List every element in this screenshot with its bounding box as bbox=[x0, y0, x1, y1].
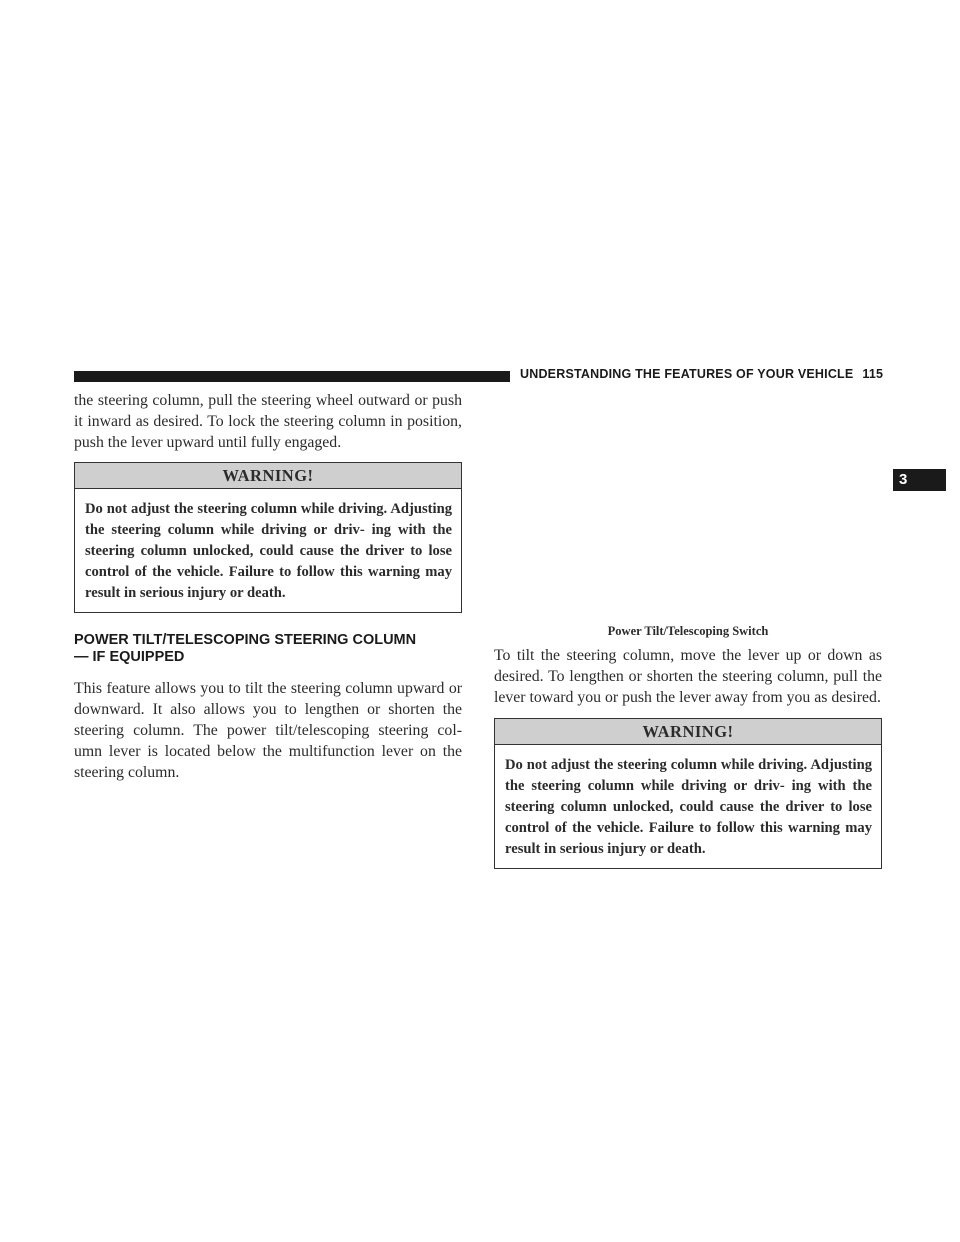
warning-text-2: Do not adjust the steering column while driving. Adjusting the steering column while driving or driv- ing with the steering column unlocked, could cause the driver to lose control of the vehicle. Failure to follow this warning may result in serious injury or death. bbox=[505, 757, 872, 857]
right-column bbox=[494, 645, 882, 869]
left-column bbox=[74, 390, 462, 783]
page-number: 115 bbox=[862, 367, 884, 381]
figure-caption: Power Tilt/Telescoping Switch bbox=[607, 624, 769, 638]
section-heading-line1: POWER TILT/TELESCOPING STEERING COLUMN bbox=[74, 632, 417, 648]
right-paragraph: To tilt the steering column, move the lever up or down as desired. To lengthen or shorten the steering column, pull the lever toward you or push the lever away from you as desired. bbox=[494, 647, 882, 706]
warning-box bbox=[74, 462, 462, 613]
intro-paragraph: the steering column, pull the steering wheel outward or push it inward as desired. To lock the steering column in position, push the lever upward until fully engaged. bbox=[74, 392, 462, 451]
warning-box-2 bbox=[494, 718, 882, 869]
warning-title: WARNING! bbox=[75, 463, 461, 489]
section-heading-line2: — IF EQUIPPED bbox=[74, 649, 185, 665]
chapter-tab[interactable]: 3 bbox=[893, 469, 946, 491]
running-header-title: UNDERSTANDING THE FEATURES OF YOUR VEHICLE bbox=[520, 367, 854, 381]
header-rule bbox=[74, 371, 510, 382]
warning-title-2: WARNING! bbox=[495, 719, 881, 745]
warning-text: Do not adjust the steering column while driving. Adjusting the steering column while driving or driv- ing with the steering column unlocked, could cause the driver to lose control of the vehicle. Failure to follow this warning may result in serious injury or death. bbox=[85, 501, 452, 601]
section-heading bbox=[74, 632, 462, 666]
section-paragraph: This feature allows you to tilt the steering column upward or downward. It also allows you to lengthen or shorten the steering column. The power tilt/telescoping steering col- umn lever is located below the multifunction lever on the steering column. bbox=[74, 680, 462, 781]
running-header bbox=[520, 367, 883, 381]
